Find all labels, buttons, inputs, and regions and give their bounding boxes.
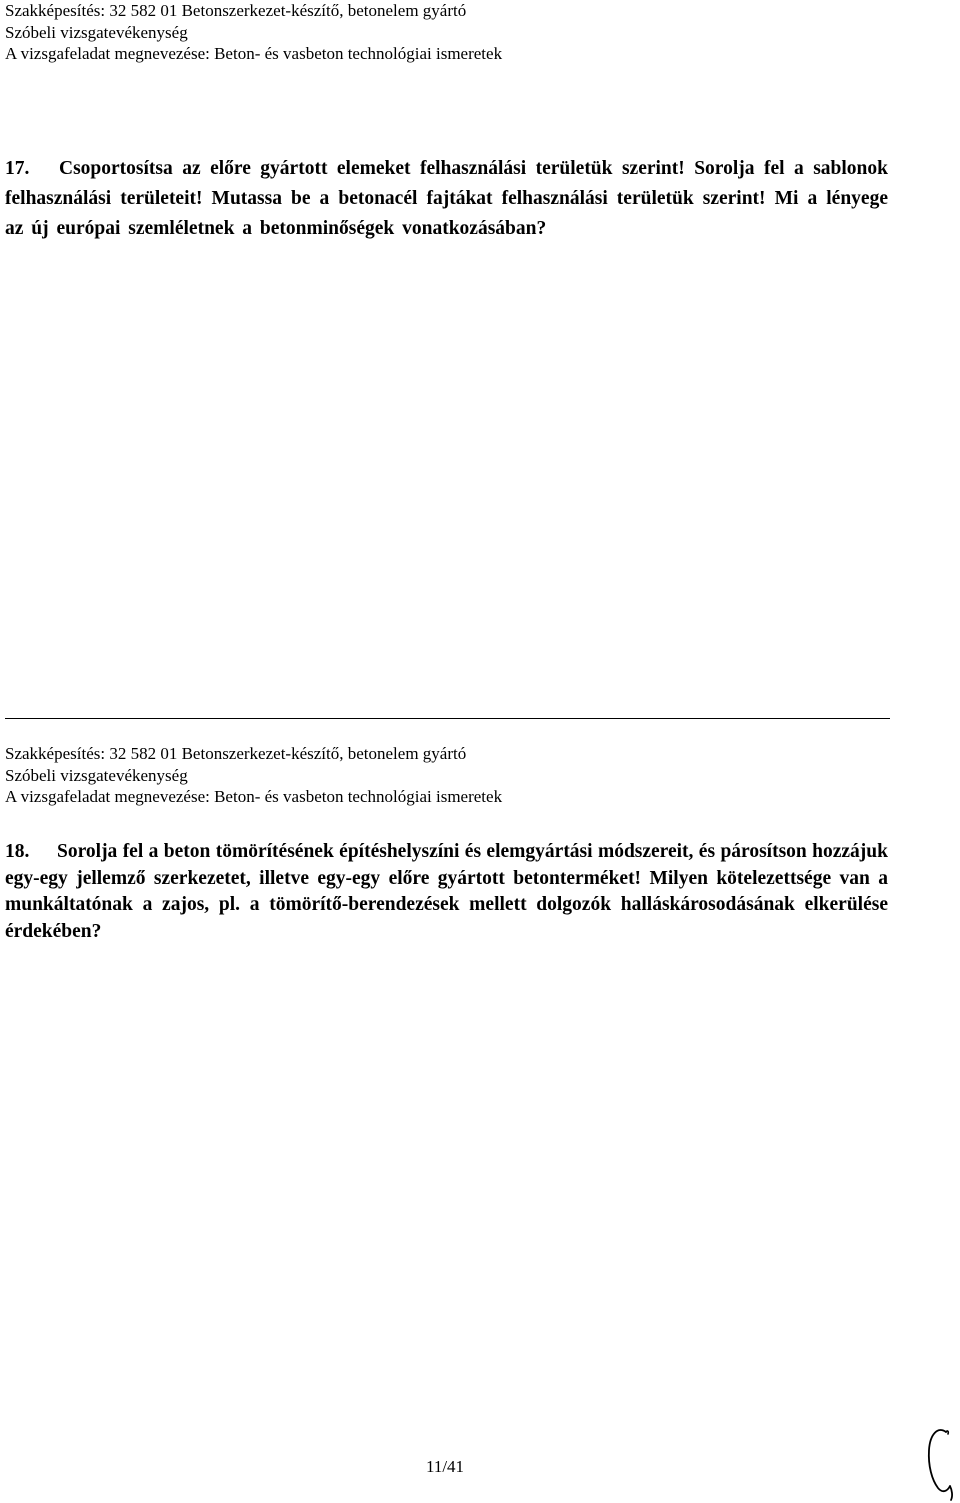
header-exam-type: Szóbeli vizsgatevékenység bbox=[5, 22, 188, 42]
header-qualification: Szakképesítés: 32 582 01 Betonszerkezet-készítő, betonelem gyártó bbox=[5, 1, 467, 20]
question-number: 17. bbox=[5, 158, 30, 179]
question-number: 18. bbox=[5, 841, 30, 862]
header-exam-type: Szóbeli vizsgatevékenység bbox=[5, 765, 188, 785]
page-header-top bbox=[5, 0, 502, 65]
page-number: 11/41 bbox=[425, 1457, 465, 1476]
header-task-name: A vizsgafeladat megnevezése: Beton- és vasbeton technológiai ismeretek bbox=[5, 787, 503, 806]
section-divider bbox=[5, 718, 890, 719]
page-header-repeat bbox=[5, 743, 502, 808]
header-task-name: A vizsgafeladat megnevezése: Beton- és vasbeton technológiai ismeretek bbox=[5, 44, 503, 63]
header-qualification: Szakképesítés: 32 582 01 Betonszerkezet-készítő, betonelem gyártó bbox=[5, 744, 467, 763]
question-text: Sorolja fel a beton tömörítésének építéshelyszíni és elemgyártási módszereit, és párosítson hozzájuk egy-egy jellemző szerkezetet, illetve egy-egy előre gyártott betonterméket! Milyen kötelezettsége van a munkáltatónak a zajos, pl. a tömörítő-berendezések mellett dolgozók halláskárosodásának elkerülése érdekében? bbox=[5, 841, 888, 942]
question-18 bbox=[5, 839, 888, 945]
question-17 bbox=[5, 154, 888, 244]
handwritten-signature-icon bbox=[920, 1420, 960, 1503]
question-text: Csoportosítsa az előre gyártott elemeket felhasználási területük szerint! Sorolja fel a sablonok felhasználási területeit! Mutassa be a betonacél fajtákat felhasználási területük szerint! Mi a lényege az új európai szemléletnek a betonminőségek vonatkozásában? bbox=[5, 158, 888, 239]
